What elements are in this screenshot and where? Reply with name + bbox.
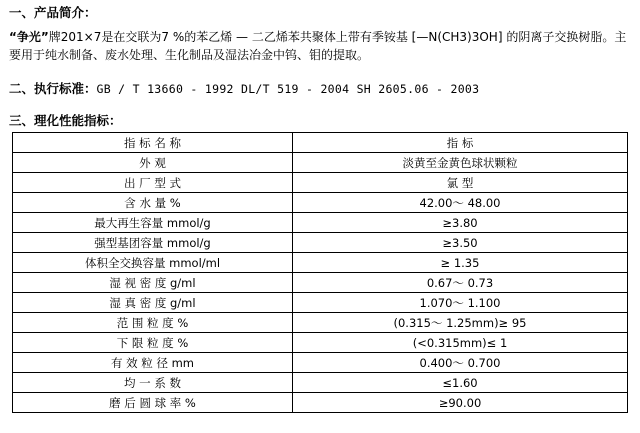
property-value-cell: ≥3.80 <box>293 213 628 233</box>
property-name-cell: 均 一 系 数 <box>13 373 293 393</box>
property-value-cell: ≤1.60 <box>293 373 628 393</box>
table-row <box>13 313 628 333</box>
property-name-cell: 有 效 粒 径 mm <box>13 353 293 373</box>
product-intro-text: 牌201×7是在交联为7 %的苯乙烯 — 二乙烯苯共聚体上带有季铵基 [—N(CH3)3OH] 的阴离子交换树脂。主要用于纯水制备、废水处理、生化制品及湿法冶金中钨、钼的提取。 <box>9 30 627 62</box>
standards-value: GB / T 13660 - 1992 DL/T 519 - 2004 SH 2605.06 - 2003 <box>96 82 480 96</box>
table-row <box>13 393 628 413</box>
table-row <box>13 153 628 173</box>
section-heading-properties: 三、理化性能指标： <box>9 113 122 128</box>
property-value-cell: 1.070～ 1.100 <box>293 293 628 313</box>
properties-table <box>12 132 628 413</box>
property-name-cell: 外 观 <box>13 153 293 173</box>
property-value-cell: 0.400～ 0.700 <box>293 353 628 373</box>
property-name-cell: 湿 真 密 度 g/ml <box>13 293 293 313</box>
property-name-cell: 体积全交换容量 mmol/ml <box>13 253 293 273</box>
property-value-cell: ≥90.00 <box>293 393 628 413</box>
section-heading-standards <box>9 79 479 97</box>
table-header-row <box>13 133 628 153</box>
table-row <box>13 353 628 373</box>
property-value-cell: 42.00～ 48.00 <box>293 193 628 213</box>
property-name-cell: 含 水 量 % <box>13 193 293 213</box>
property-value-cell: 氯 型 <box>293 173 628 193</box>
property-value-cell: 0.67～ 0.73 <box>293 273 628 293</box>
property-value-cell: 淡黄至金黄色球状颗粒 <box>293 153 628 173</box>
table-row <box>13 333 628 353</box>
property-name-cell: 出 厂 型 式 <box>13 173 293 193</box>
standards-label: 二、执行标准： <box>9 81 97 96</box>
column-header-value: 指 标 <box>293 133 628 153</box>
property-value-cell: ≥3.50 <box>293 233 628 253</box>
property-value-cell: (0.315～ 1.25mm)≥ 95 <box>293 313 628 333</box>
property-value-cell: ≥ 1.35 <box>293 253 628 273</box>
table-row <box>13 273 628 293</box>
table-row <box>13 293 628 313</box>
table-row <box>13 373 628 393</box>
table-row <box>13 173 628 193</box>
property-name-cell: 范 围 粒 度 % <box>13 313 293 333</box>
property-name-cell: 强型基团容量 mmol/g <box>13 233 293 253</box>
table-row <box>13 193 628 213</box>
property-name-cell: 最大再生容量 mmol/g <box>13 213 293 233</box>
property-name-cell: 下 限 粒 度 % <box>13 333 293 353</box>
column-header-name: 指 标 名 称 <box>13 133 293 153</box>
brand-name: “争光” <box>9 30 49 44</box>
product-intro-paragraph <box>9 28 634 64</box>
section-heading-intro: 一、产品简介： <box>9 5 97 20</box>
table-row <box>13 253 628 273</box>
table-row <box>13 233 628 253</box>
table-row <box>13 213 628 233</box>
property-name-cell: 湿 视 密 度 g/ml <box>13 273 293 293</box>
property-name-cell: 磨 后 圆 球 率 % <box>13 393 293 413</box>
property-value-cell: (<0.315mm)≤ 1 <box>293 333 628 353</box>
